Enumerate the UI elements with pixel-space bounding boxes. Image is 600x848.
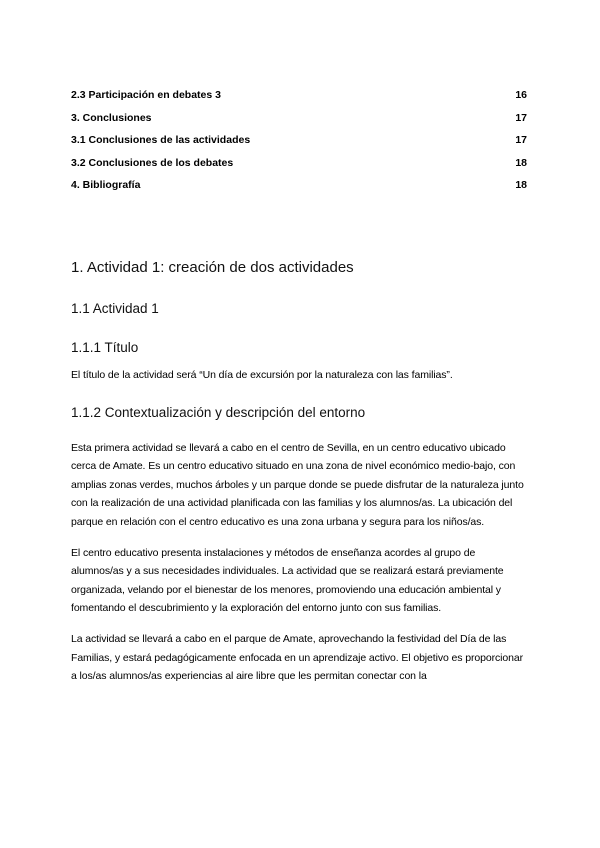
subsubsection-heading-contexto: 1.1.2 Contextualización y descripción del entorno xyxy=(71,404,366,420)
toc-entry[interactable] xyxy=(71,88,527,111)
toc-entry-title: 3. Conclusiones xyxy=(71,111,152,124)
toc-entry[interactable] xyxy=(71,133,527,156)
paragraph: Esta primera actividad se llevará a cabo en el centro de Sevilla, en un centro educativo ubicado cerca de Amate. Es un centro educativo situado en una zona de nivel económico medio-bajo, con amplias zonas verdes, muchos árboles y un parque donde se puede disfrutar de la naturaleza junto con la realización de una actividad planificada con las familias y los alumnos/as. La ubicación del parque en relación con el centro educativo es una zona urbana y segura para los niños/as. xyxy=(71,441,524,528)
toc-entry-page: 17 xyxy=(515,111,527,124)
toc-entry-page: 16 xyxy=(515,89,527,101)
toc-entry-page: 17 xyxy=(515,134,527,146)
paragraph: El centro educativo presenta instalaciones y métodos de enseñanza acordes al grupo de alumnos/as y a sus necesidades individuales. La actividad que se realizará estará previamente organizada, velando por el bienestar de los menores, promoviendo una educación ambiental y fomentando el descubrimiento y la exploración del entorno junto con sus familias. xyxy=(71,546,504,615)
toc-entry-title: 2.3 Participación en debates 3 xyxy=(71,89,221,101)
toc-entry[interactable] xyxy=(71,111,527,134)
document-body xyxy=(71,259,529,698)
toc-entry-title: 3.2 Conclusiones de los debates xyxy=(71,156,234,169)
toc-entry[interactable] xyxy=(71,178,527,201)
paragraph: La actividad se llevará a cabo en el parque de Amate, aprovechando la festividad del Día de las Familias, y estará pedagógicamente enfocada en un aprendizaje activo. El objetivo es proporcionar a los/as alumnos/as experiencias al aire libre que les permitan conectar con la xyxy=(71,632,523,683)
table-of-contents xyxy=(71,88,527,201)
toc-entry-title: 4. Bibliografía xyxy=(71,179,141,191)
toc-entry-title: 3.1 Conclusiones de las actividades xyxy=(71,134,251,146)
section-heading: 1. Actividad 1: creación de dos actividades xyxy=(71,259,354,276)
toc-entry-page: 18 xyxy=(515,179,527,191)
paragraph-titulo: El título de la actividad será “Un día de excursión por la naturaleza con las familias”. xyxy=(71,369,453,381)
toc-entry-page: 18 xyxy=(515,156,527,169)
subsection-heading: 1.1 Actividad 1 xyxy=(71,301,159,316)
subsubsection-heading-titulo: 1.1.1 Título xyxy=(71,340,139,355)
toc-entry[interactable] xyxy=(71,156,527,179)
